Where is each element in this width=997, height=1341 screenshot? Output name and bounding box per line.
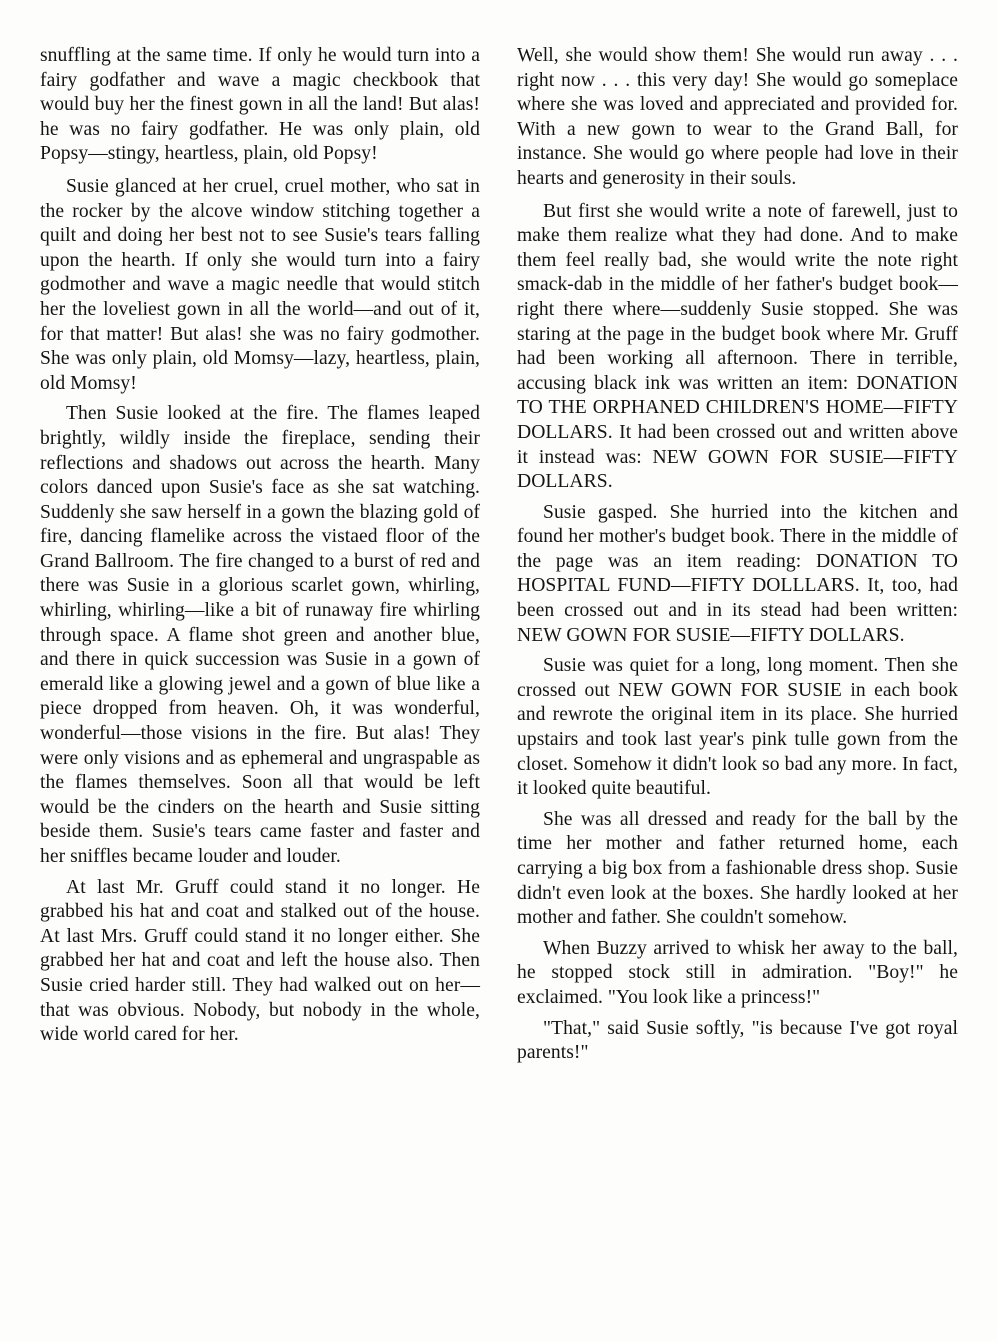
paragraph: snuffling at the same time. If only he would turn into a fairy godfather and wave a magic checkbook that would buy her the finest gown in all the land! But alas! he was no fairy godfather. He was only plain, old Popsy—stingy, heartless, plain, old Popsy! [40,45,480,165]
paragraph: Susie glanced at her cruel, cruel mother, who sat in the rocker by the alcove window stitching together a quilt and doing her best not to see Susie's tears falling upon the hearth. If only she would turn into a fairy godmother and wave a magic needle that would stitch her the loveliest gown in all the world—and out of it, for that matter! But alas! she was no fairy godmother. She was only plain, old Momsy—lazy, heartless, plain, old Momsy! [40,175,480,394]
paragraph: But first she would write a note of farewell, just to make them realize what they had done. And to make them feel really bad, she would write the note right smack-dab in the middle of her father's budget book—right there where—suddenly Susie stopped. She was staring at the page in the budget book where Mr. Gruff had been working all afternoon. There in terrible, accusing black ink was written an item: DONATION TO THE ORPHANED CHILDREN'S HOME—FIFTY DOLLARS. It had been crossed out and written above it instead was: NEW GOWN FOR SUSIE—FIFTY DOLLARS. [517,200,958,493]
paragraph: Well, she would show them! She would run away . . . right now . . . this very day! She would go someplace where she was loved and appreciated and provided for. With a new gown to wear to the Grand Ball, for instance. She would go where people had love in their hearts and generosity in their souls. [517,45,958,189]
paragraph: "That," said Susie softly, "is because I've got royal parents!" [517,1017,958,1064]
paragraph: She was all dressed and ready for the ball by the time her mother and father returned home, each carrying a big box from a fashionable dress shop. Susie didn't even look at the boxes. She hardly looked at her mother and father. She couldn't somehow. [517,808,958,929]
paragraph: Then Susie looked at the fire. The flames leaped brightly, wildly inside the fireplace, sending their reflections and shadows out across the hearth. Many colors danced upon Susie's face as she sat watching. Suddenly she saw herself in a gown the blazing gold of fire, dancing flamelike across the vistaed floor of the Grand Ballroom. The fire changed to a burst of red and there was Susie in a glorious scarlet gown, whirling, whirling, whirling—like a bit of runaway fire whirling through space. A flame shot green and another blue, and there in quick succession was Susie in a gown of emerald like a glowing jewel and a gown of blue like a piece dropped from heaven. Oh, it was wonderful, wonderful—those visions in the fire. But alas! They were only visions and as ephemeral and ungraspable as the flames themselves. Soon all that would be left would be the cinders on the hearth and Susie sitting beside them. Susie's tears came faster and faster and her sniffles became louder and louder. [40,403,480,867]
left-column [40,44,480,1054]
paragraph: Susie gasped. She hurried into the kitchen and found her mother's budget book. There in the middle of the page was an item reading: DONATION TO HOSPITAL FUND—FIFTY DOLLLARS. It, too, had been crossed out and in its stead had been written: NEW GOWN FOR SUSIE—FIFTY DOLLARS. [517,501,958,646]
paragraph: When Buzzy arrived to whisk her away to the ball, he stopped stock still in admiration. "Boy!" he exclaimed. "You look like a princess!" [517,937,958,1008]
paragraph: At last Mr. Gruff could stand it no longer. He grabbed his hat and coat and stalked out of the house. At last Mrs. Gruff could stand it no longer either. She grabbed her hat and coat and left the house also. Then Susie cried harder still. They had walked out on her—that was obvious. Nobody, but nobody in the whole, wide world cared for her. [40,876,480,1046]
right-column [517,44,958,1072]
paragraph: Susie was quiet for a long, long moment. Then she crossed out NEW GOWN FOR SUSIE in each book and rewrote the original item in its place. She hurried upstairs and took last year's pink tulle gown from the closet. Somehow it didn't look so bad any more. In fact, it looked quite beautiful. [517,655,958,800]
